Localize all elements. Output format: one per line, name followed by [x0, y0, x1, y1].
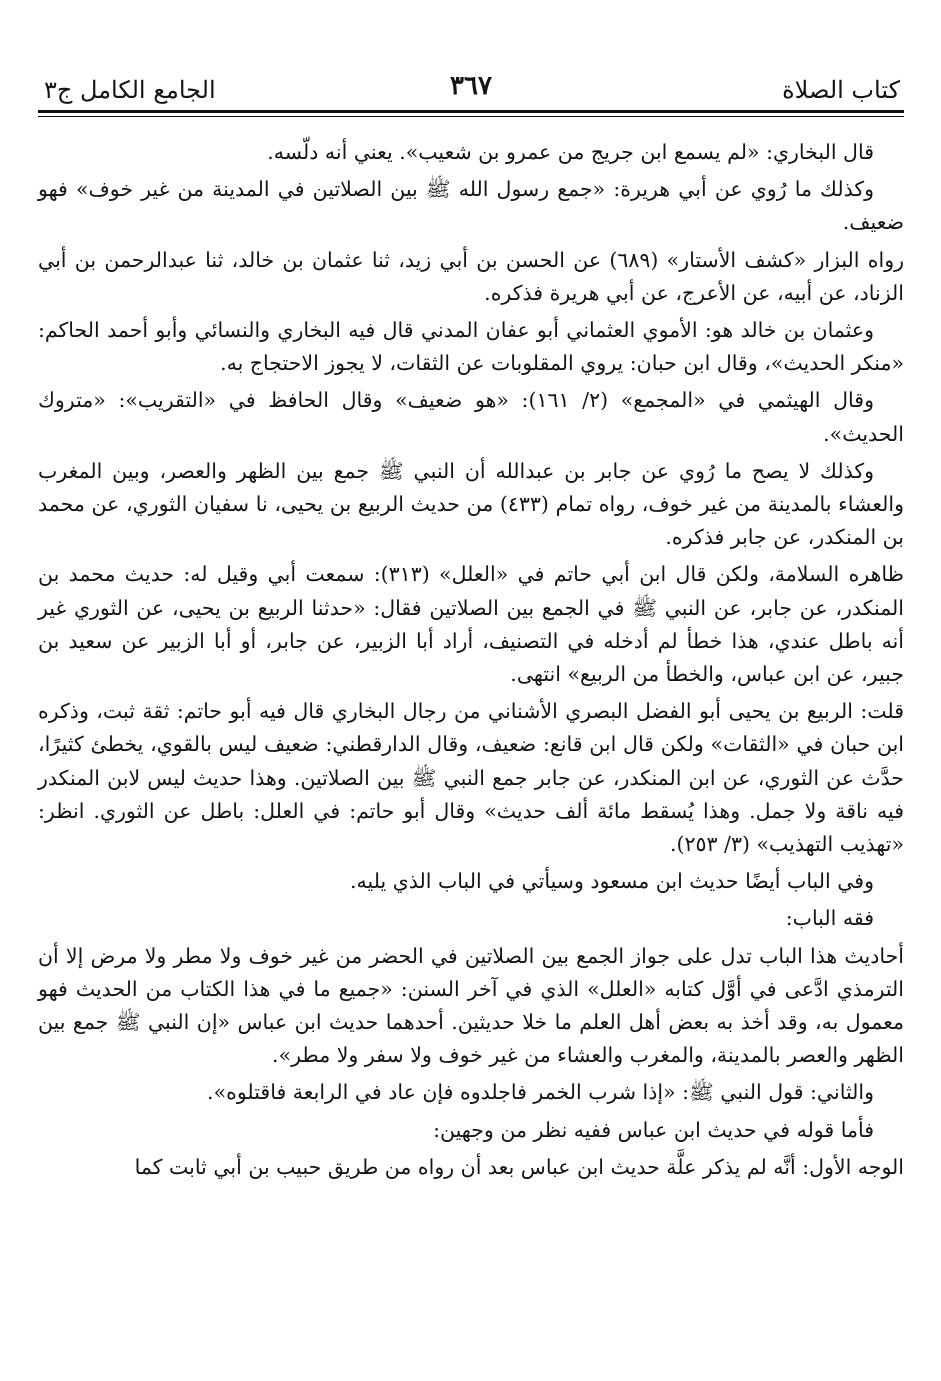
book-title: الجامع الكامل ج٣ [44, 76, 216, 104]
paragraph: أحاديث هذا الباب تدل على جواز الجمع بين الصلاتين في الحضر من غير خوف ولا مطر ولا مرض إلا أن الترمذي ادَّعى في أوَّل كتابه «العلل» الذي في آخر السنن: «جميع ما في هذا الكتاب من الحديث فهو معمول به، وقد أخذ به بعض أهل العلم ما خلا حديثين. أحدهما حديث ابن عباس «إن النبي ﷺ جمع بين الظهر والعصر بالمدينة، والمغرب والعشاء من غير خوف ولا سفر ولا مطر». [38, 943, 904, 1068]
paragraph: قال البخاري: «لم يسمع ابن جريج من عمرو بن شعيب». يعني أنه دلّسه. [267, 140, 874, 164]
paragraph: وكذلك لا يصح ما رُوي عن جابر بن عبدالله أن النبي ﷺ جمع بين الظهر والعصر، وبين المغرب والعشاء بالمدينة من غير خوف، رواه تمام (٤٣٣) من حديث الربيع بن يحيى، نا سفيان الثوري، عن محمد بن المنكدر، عن جابر فذكره. [38, 458, 905, 550]
page-body [38, 136, 904, 1188]
book-page [38, 58, 904, 1358]
paragraph: وكذلك ما رُوي عن أبي هريرة: «جمع رسول الله ﷺ بين الصلاتين في المدينة من غير خوف» فهو ضعيف. [38, 177, 904, 235]
paragraph: وعثمان بن خالد هو: الأموي العثماني أبو عفان المدني قال فيه البخاري والنسائي وأبو أحمد الحاكم: «منكر الحديث»، وقال ابن حبان: يروي المقلوبات عن الثقات، لا يجوز الاحتجاج به. [38, 318, 904, 376]
chapter-title: كتاب الصلاة [782, 76, 900, 104]
paragraph: وفي الباب أيضًا حديث ابن مسعود وسيأتي في الباب الذي يليه. [350, 869, 874, 894]
paragraph: فأما قوله في حديث ابن عباس ففيه نظر من وجهين: [433, 1117, 874, 1142]
paragraph: وقال الهيثمي في «المجمع» (٢/ ١٦١): «هو ضعيف» وقال الحافظ في «التقريب»: «متروك الحديث». [38, 388, 904, 446]
header-rule-thick [38, 110, 904, 113]
section-heading: فقه الباب: [785, 906, 874, 931]
page-number: ٣٦٧ [450, 71, 492, 101]
paragraph: الوجه الأول: أنَّه لم يذكر علَّة حديث ابن عباس بعد أن رواه من طريق حبيب بن أبي ثابت كما [134, 1154, 904, 1179]
running-header [38, 58, 904, 102]
paragraph: والثاني: قول النبي ﷺ: «إذا شرب الخمر فاجلدوه فإن عاد في الرابعة فاقتلوه». [207, 1080, 874, 1105]
paragraph: ظاهره السلامة، ولكن قال ابن أبي حاتم في «العلل» (٣١٣): سمعت أبي وقيل له: حديث محمد بن المنكدر، عن جابر، عن النبي ﷺ في الجمع بين الصلاتين فقال: «حدثنا الربيع بن يحيى، عن الثوري غير أنه باطل عندي، هذا خطأ لم أدخله في التصنيف، أراد أبا الزبير، عن جابر، أو أبا الزبير عن سعيد بن جبير، عن ابن عباس، والخطأ من الربيع» انتهى. [38, 562, 904, 687]
paragraph: رواه البزار «كشف الأستار» (٦٨٩) عن الحسن بن أبي زيد، ثنا عثمان بن خالد، ثنا عبدالرحمن بن أبي الزناد، عن أبيه، عن الأعرج، عن أبي هريرة فذكره. [38, 247, 904, 305]
paragraph: قلت: الربيع بن يحيى أبو الفضل البصري الأشناني من رجال البخاري قال فيه أبو حاتم: ثقة ثبت، وذكره ابن حبان في «الثقات» ولكن قال ابن قانع: ضعيف، وقال الدارقطني: ضعيف ليس بالقوي، يخطئ كثيرًا، حدَّث عن الثوري، عن ابن المنكدر، عن جابر جمع النبي ﷺ بين الصلاتين. وهذا حديث ليس لابن المنكدر فيه ناقة ولا جمل. وهذا يُسقط مائة ألف حديث» وقال أبو حاتم: في العلل: باطل عن الثوري. انظر: «تهذيب التهذيب» (٣/ ٢٥٣). [38, 699, 905, 857]
header-rule-thin [38, 116, 904, 117]
